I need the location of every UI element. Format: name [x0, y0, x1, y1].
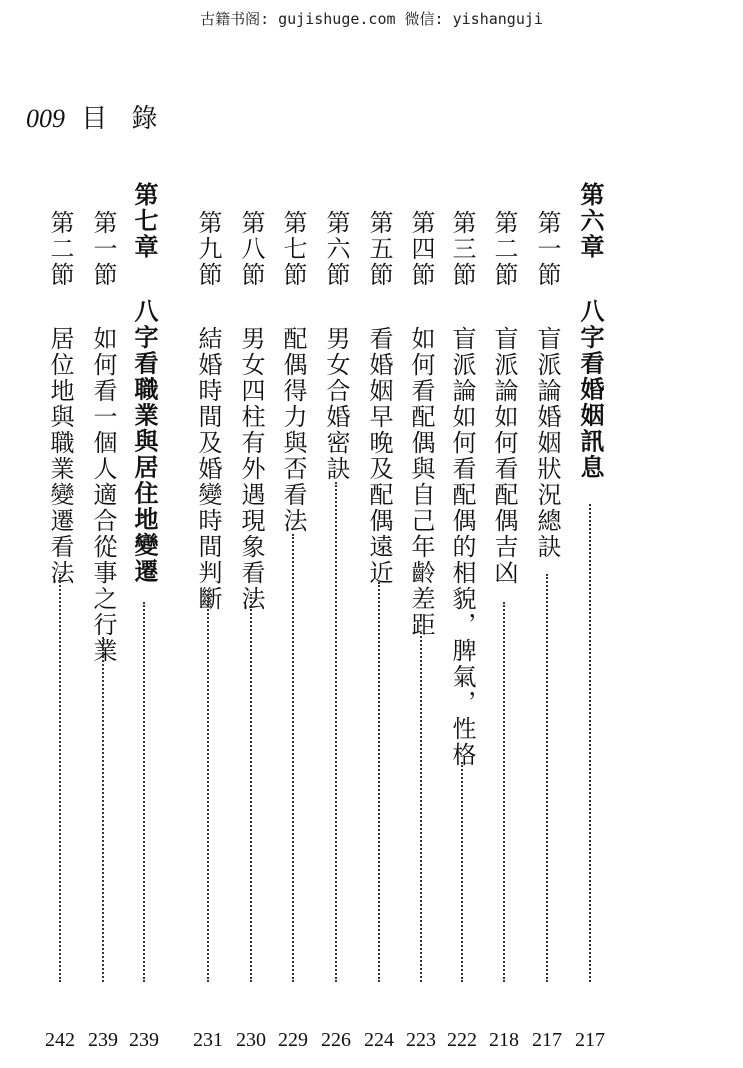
section-title: 配偶得力與否看法 [279, 325, 307, 534]
chapter-title: 八字看婚姻訊息 [576, 298, 605, 481]
chapter-label: 第六章 [576, 182, 605, 260]
toc-entry-section-6-1[interactable] [525, 182, 569, 1052]
section-title: 如何看配偶與自己年齡差距 [407, 325, 435, 638]
page-ref: 217 [532, 1029, 562, 1051]
section-title: 如何看一個人適合從事之行業 [89, 325, 117, 664]
page-ref: 218 [489, 1029, 519, 1051]
page-ref: 230 [236, 1029, 266, 1051]
dot-leader [589, 504, 591, 982]
section-label: 第一節 [533, 210, 561, 288]
toc-entry-section-6-9[interactable] [186, 182, 230, 1052]
dot-leader [546, 574, 548, 982]
page-ref: 229 [278, 1029, 308, 1051]
page-number: 009 [26, 104, 65, 133]
dot-leader [420, 632, 422, 982]
toc-entry-chapter-6[interactable] [568, 182, 612, 1052]
dot-leader [461, 762, 463, 982]
page-ref: 222 [447, 1029, 477, 1051]
section-label: 第四節 [407, 210, 435, 288]
dot-leader [250, 594, 252, 982]
chapter-title: 八字看職業與居住地變遷 [130, 298, 159, 585]
section-label: 第五節 [365, 210, 393, 288]
dot-leader [335, 482, 337, 982]
chapter-label: 第七章 [130, 182, 159, 260]
toc-entry-section-6-4[interactable] [399, 182, 443, 1052]
section-label: 第九節 [194, 210, 222, 288]
section-title: 盲派論如何看配偶吉凶 [490, 325, 518, 586]
dot-leader [292, 534, 294, 982]
section-label: 第八節 [237, 210, 265, 288]
toc-entry-chapter-7[interactable] [122, 182, 166, 1052]
section-label: 第一節 [89, 210, 117, 288]
dot-leader [207, 594, 209, 982]
watermark-text: 古籍书阁: gujishuge.com 微信: yishanguji [200, 10, 543, 28]
toc-entry-section-7-2[interactable] [38, 182, 82, 1052]
page-ref: 239 [88, 1029, 118, 1051]
page-ref: 223 [406, 1029, 436, 1051]
toc-entry-section-6-7[interactable] [271, 182, 315, 1052]
page-ref: 239 [129, 1029, 159, 1051]
section-label: 第二節 [490, 210, 518, 288]
toc-entry-section-6-6[interactable] [314, 182, 358, 1052]
toc-entry-section-6-3[interactable] [440, 182, 484, 1052]
section-title: 盲派論婚姻狀況總訣 [533, 325, 561, 560]
dot-leader [378, 582, 380, 982]
section-label: 第二節 [46, 210, 74, 288]
dot-leader [143, 602, 145, 982]
dot-leader [59, 574, 61, 982]
section-title: 結婚時間及婚變時間判斷 [194, 325, 222, 612]
toc-entry-section-6-2[interactable] [482, 182, 526, 1052]
dot-leader [102, 637, 104, 982]
section-label: 第七節 [279, 210, 307, 288]
page-title: 目 錄 [81, 104, 166, 134]
page-ref: 231 [193, 1029, 223, 1051]
page-ref: 226 [321, 1029, 351, 1051]
section-title: 盲派論如何看配偶的相貌，脾氣，性格 [448, 325, 476, 768]
toc-entry-section-7-1[interactable] [81, 182, 125, 1052]
toc-entry-section-6-5[interactable] [357, 182, 401, 1052]
section-label: 第三節 [448, 210, 476, 288]
page-ref: 242 [45, 1029, 75, 1051]
dot-leader [503, 602, 505, 982]
page-header [26, 98, 166, 135]
section-label: 第六節 [322, 210, 350, 288]
section-title: 看婚姻早晚及配偶遠近 [365, 325, 393, 586]
section-title: 居位地與職業變遷看法 [46, 325, 74, 586]
page-ref: 217 [575, 1029, 605, 1051]
page-ref: 224 [364, 1029, 394, 1051]
section-title: 男女合婚密訣 [322, 325, 350, 482]
toc-entry-section-6-8[interactable] [229, 182, 273, 1052]
section-title: 男女四柱有外遇現象看法 [237, 325, 265, 612]
